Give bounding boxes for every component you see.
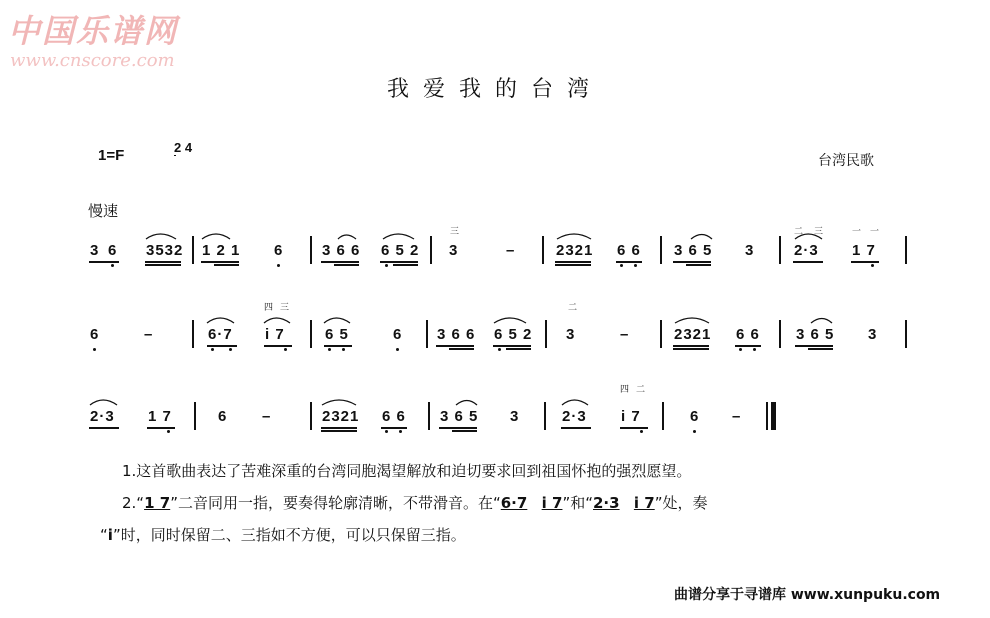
bar-line — [310, 236, 312, 264]
bar-line — [662, 402, 664, 430]
underline — [793, 261, 823, 263]
note: 2·3 — [90, 408, 115, 425]
octave-dot — [277, 264, 280, 267]
underline — [735, 345, 761, 347]
underline — [620, 427, 648, 429]
fingering-mark: 四 — [264, 303, 274, 313]
fingering-mark: 一 — [852, 227, 862, 237]
underline — [381, 427, 407, 429]
underline — [393, 264, 418, 266]
final-bar-thin — [766, 402, 768, 430]
underline — [449, 348, 474, 350]
underline — [851, 261, 879, 263]
octave-dot — [328, 348, 331, 351]
note: 3 — [449, 242, 459, 259]
underline — [673, 345, 709, 347]
note: 6 — [393, 326, 403, 343]
bar-line — [542, 236, 544, 264]
logo-site-name: 中国乐谱网 — [8, 12, 179, 50]
inline-notation: 2·3 — [593, 494, 620, 512]
bar-line — [310, 320, 312, 348]
bar-line — [905, 320, 907, 348]
bar-line — [779, 320, 781, 348]
octave-dot — [693, 430, 696, 433]
bar-line — [192, 320, 194, 348]
song-title: 我爱我的台湾 — [386, 77, 603, 102]
fingering-mark: 二 — [568, 303, 578, 313]
underline — [673, 261, 711, 263]
note-line-1: 1.这首歌曲表达了苦难深重的台湾同胞渴望解放和迫切要求回到祖国怀抱的强烈愿望。 — [122, 462, 692, 480]
note: 6 5 2 — [494, 326, 533, 343]
note: 3 — [510, 408, 520, 425]
underline — [555, 261, 591, 263]
note: 1 7 — [148, 408, 172, 425]
score-line-2 — [0, 303, 990, 366]
inline-notation: 6·7 — [500, 494, 528, 512]
note: i 7 — [621, 408, 641, 425]
note-text: ”时，同时保留二、三指如不方便，可以只保留三指。 — [112, 526, 466, 544]
inline-notation: i — [107, 526, 113, 544]
note: 2·3 — [794, 242, 819, 259]
bar-line — [660, 320, 662, 348]
bar-line — [310, 402, 312, 430]
octave-dot — [640, 430, 643, 433]
underline — [89, 427, 119, 429]
note-text: ”二音同用一指，要奏得轮廓清晰，不带滑音。在“ — [170, 494, 501, 512]
note: 6 6 — [382, 408, 406, 425]
note: 3 — [566, 326, 576, 343]
note-line-3 — [100, 519, 707, 551]
note: 6 — [90, 326, 100, 343]
underline — [201, 261, 239, 263]
fingering-mark: 四 — [620, 385, 630, 395]
bar-line — [430, 236, 432, 264]
note: 6·7 — [208, 326, 233, 343]
footer-credit: 曲谱分享于寻谱库 www.xunpuku.com — [674, 587, 941, 603]
octave-dot — [93, 348, 96, 351]
underline — [616, 261, 642, 263]
octave-dot — [396, 348, 399, 351]
underline — [795, 345, 833, 347]
underline — [673, 348, 709, 350]
key-signature: 1=F — [98, 147, 125, 164]
meter-line — [174, 155, 176, 156]
note: 6 — [218, 408, 228, 425]
note: 3 6 6 — [437, 326, 476, 343]
note: 3 — [868, 326, 878, 343]
underline — [324, 345, 352, 347]
fingering-mark: 二 — [794, 227, 804, 237]
underline — [89, 261, 119, 263]
note: 3 — [90, 242, 100, 259]
note: 6 5 2 — [381, 242, 420, 259]
fingering-mark: 二 — [636, 385, 646, 395]
underline — [147, 427, 175, 429]
tempo-marking: 慢速 — [88, 202, 119, 220]
note: 2321 — [674, 326, 712, 343]
note: 3 6 5 — [674, 242, 713, 259]
note: 3 6 6 — [322, 242, 361, 259]
note: 2321 — [556, 242, 594, 259]
underline — [808, 348, 833, 350]
note: 6 — [274, 242, 284, 259]
final-bar-thick — [771, 402, 776, 430]
underline — [207, 345, 237, 347]
underline — [380, 261, 418, 263]
note: 1 2 1 — [202, 242, 241, 259]
underline — [264, 345, 292, 347]
note-text: ”处，奏 — [654, 494, 708, 512]
logo-url: www.cnscore.com — [10, 50, 175, 71]
note: 3 — [745, 242, 755, 259]
bar-line — [426, 320, 428, 348]
underline — [452, 430, 477, 432]
score-line-3 — [0, 385, 990, 448]
note: 6 5 — [325, 326, 349, 343]
underline — [321, 427, 357, 429]
octave-dot — [284, 348, 287, 351]
octave-dot — [753, 348, 756, 351]
octave-dot — [620, 264, 623, 267]
octave-dot — [167, 430, 170, 433]
bar-line — [428, 402, 430, 430]
note: 2·3 — [562, 408, 587, 425]
meter-top: 2 — [174, 140, 182, 155]
note-line-2 — [122, 487, 707, 519]
underline — [145, 261, 181, 263]
bar-line — [545, 320, 547, 348]
bar-line — [905, 236, 907, 264]
underline — [334, 264, 359, 266]
time-signature — [174, 140, 193, 155]
underline — [439, 427, 477, 429]
underline — [493, 345, 531, 347]
note-text: “ — [100, 526, 108, 544]
fingering-mark: 三 — [450, 227, 460, 237]
inline-notation: i 7 — [633, 494, 655, 512]
note: – — [620, 326, 630, 343]
note: – — [506, 242, 516, 259]
note: 2321 — [322, 408, 360, 425]
bar-line — [660, 236, 662, 264]
underline — [506, 348, 531, 350]
inline-notation: 1 7 — [144, 494, 171, 512]
note-text: 2.“ — [122, 494, 145, 512]
note: i 7 — [265, 326, 285, 343]
note-text: ”和“ — [562, 494, 593, 512]
octave-dot — [399, 430, 402, 433]
note: 6 6 — [736, 326, 760, 343]
score-line-1 — [0, 222, 990, 282]
fingering-mark: 三 — [814, 227, 824, 237]
bar-line — [779, 236, 781, 264]
inline-notation: i 7 — [541, 494, 563, 512]
octave-dot — [871, 264, 874, 267]
note: – — [262, 408, 272, 425]
fingering-mark: 一 — [870, 227, 880, 237]
octave-dot — [111, 264, 114, 267]
bar-line — [192, 236, 194, 264]
note: 3 6 5 — [440, 408, 479, 425]
meter-bottom: 4 — [184, 140, 193, 155]
note: 1 7 — [852, 242, 876, 259]
underline — [686, 264, 711, 266]
octave-dot — [385, 264, 388, 267]
octave-dot — [739, 348, 742, 351]
underline — [561, 427, 591, 429]
note: 3532 — [146, 242, 184, 259]
performance-notes — [100, 455, 708, 551]
octave-dot — [385, 430, 388, 433]
underline — [555, 264, 591, 266]
note: 6 — [690, 408, 700, 425]
fingering-mark: 三 — [280, 303, 290, 313]
song-origin: 台湾民歌 — [818, 153, 874, 169]
underline — [321, 430, 357, 432]
octave-dot — [211, 348, 214, 351]
bar-line — [194, 402, 196, 430]
site-logo — [8, 6, 179, 71]
note: – — [732, 408, 742, 425]
note: 6 — [108, 242, 118, 259]
note: 6 6 — [617, 242, 641, 259]
octave-dot — [229, 348, 232, 351]
underline — [214, 264, 239, 266]
note: – — [144, 326, 154, 343]
bar-line — [544, 402, 546, 430]
underline — [145, 264, 181, 266]
octave-dot — [634, 264, 637, 267]
octave-dot — [342, 348, 345, 351]
note: 3 6 5 — [796, 326, 835, 343]
underline — [436, 345, 474, 347]
octave-dot — [498, 348, 501, 351]
underline — [321, 261, 359, 263]
